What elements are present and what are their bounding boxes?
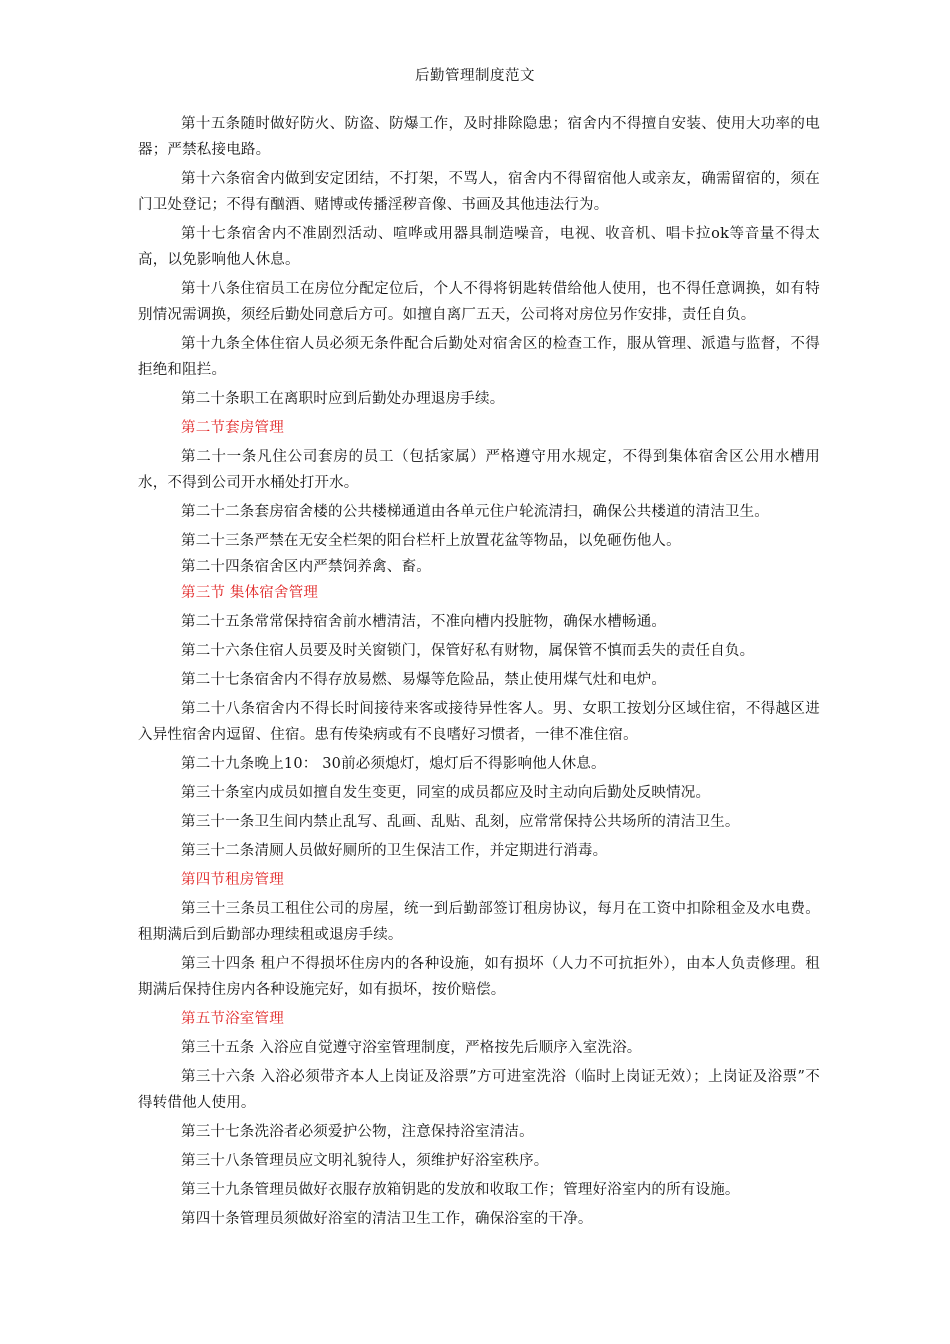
article-40: 第四十条管理员须做好浴室的清洁卫生工作，确保浴室的干净。: [181, 1211, 593, 1227]
article-15: 第十五条随时做好防火、防盗、防爆工作，及时排除隐患；宿舍内不得擅自安装、使用大功率的电器；严禁私接电路。: [138, 116, 820, 158]
article-26: 第二十六条住宿人员要及时关窗锁门，保管好私有财物，属保管不慎而丢失的责任自负。: [181, 643, 755, 659]
article-39: 第三十九条管理员做好衣服存放箱钥匙的发放和收取工作；管理好浴室内的所有设施。: [181, 1182, 740, 1198]
article-38: 第三十八条管理员应文明礼貌待人，须维护好浴室秩序。: [181, 1153, 549, 1169]
article-29: 第二十九条晚上10： 30前必须熄灯，熄灯后不得影响他人休息。: [181, 756, 606, 772]
article-34: 第三十四条 租户不得损坏住房内的各种设施，如有损坏（人力不可抗拒外），由本人负责修理。租期满后保持住房内各种设施完好，如有损坏，按价赔偿。: [138, 956, 820, 998]
article-24: 第二十四条宿舍区内严禁饲养禽、畜。: [181, 559, 431, 575]
article-17: 第十七条宿舍内不准剧烈活动、喧哗或用器具制造噪音，电视、收音机、唱卡拉ok等音量不得太高，以免影响他人休息。: [138, 226, 820, 268]
article-36: 第三十六条 入浴必须带齐本人上岗证及浴票”方可进室洗浴（临时上岗证无效）；上岗证及浴票”不得转借他人使用。: [138, 1069, 820, 1111]
article-25: 第二十五条常常保持宿舍前水槽清洁，不准向槽内投脏物，确保水槽畅通。: [181, 614, 667, 630]
section-heading-5: 第五节浴室管理: [181, 1011, 284, 1027]
article-35: 第三十五条 入浴应自觉遵守浴室管理制度，严格按先后顺序入室洗浴。: [181, 1040, 642, 1056]
article-33: 第三十三条员工租住公司的房屋，统一到后勤部签订租房协议，每月在工资中扣除租金及水电费。租期满后到后勤部办理续租或退房手续。: [138, 901, 820, 943]
article-30: 第三十条室内成员如擅自发生变更，同室的成员都应及时主动向后勤处反映情况。: [181, 785, 711, 801]
article-18: 第十八条住宿员工在房位分配定位后，个人不得将钥匙转借给他人使用，也不得任意调换，如有特别情况需调换，须经后勤处同意后方可。如擅自离厂五天，公司将对房位另作安排，责任自负。: [138, 281, 820, 323]
section-heading-2: 第二节套房管理: [181, 420, 284, 436]
article-28: 第二十八条宿舍内不得长时间接待来客或接待异性客人。男、女职工按划分区域住宿，不得越区进入异性宿舍内逗留、住宿。患有传染病或有不良嗜好习惯者，一律不准住宿。: [138, 701, 820, 743]
article-21: 第二十一条凡住公司套房的员工（包括家属）严格遵守用水规定，不得到集体宿舍区公用水槽用水，不得到公司开水桶处打开水。: [138, 449, 820, 491]
section-heading-4: 第四节租房管理: [181, 872, 284, 888]
document-body: [138, 111, 820, 1235]
article-16: 第十六条宿舍内做到安定团结，不打架，不骂人，宿舍内不得留宿他人或亲友，确需留宿的，须在门卫处登记；不得有酗酒、赌博或传播淫秽音像、书画及其他违法行为。: [138, 171, 820, 213]
section-heading-3: 第三节 集体宿舍管理: [181, 585, 319, 601]
page-header: 后勤管理制度范文: [415, 68, 535, 84]
article-27: 第二十七条宿舍内不得存放易燃、易爆等危险品，禁止使用煤气灶和电炉。: [181, 672, 667, 688]
article-23: 第二十三条严禁在无安全栏架的阳台栏杆上放置花盆等物品，以免砸伤他人。: [181, 533, 681, 549]
article-32: 第三十二条清厕人员做好厕所的卫生保洁工作，并定期进行消毒。: [181, 843, 608, 859]
article-22: 第二十二条套房宿舍楼的公共楼梯通道由各单元住户轮流清扫，确保公共楼道的清洁卫生。: [181, 504, 769, 520]
article-37: 第三十七条洗浴者必须爱护公物，注意保持浴室清洁。: [181, 1124, 534, 1140]
article-31: 第三十一条卫生间内禁止乱写、乱画、乱贴、乱刻，应常常保持公共场所的清洁卫生。: [181, 814, 740, 830]
article-20: 第二十条职工在离职时应到后勤处办理退房手续。: [181, 391, 505, 407]
article-19: 第十九条全体住宿人员必须无条件配合后勤处对宿舍区的检查工作，服从管理、派遣与监督，不得拒绝和阻拦。: [138, 336, 820, 378]
